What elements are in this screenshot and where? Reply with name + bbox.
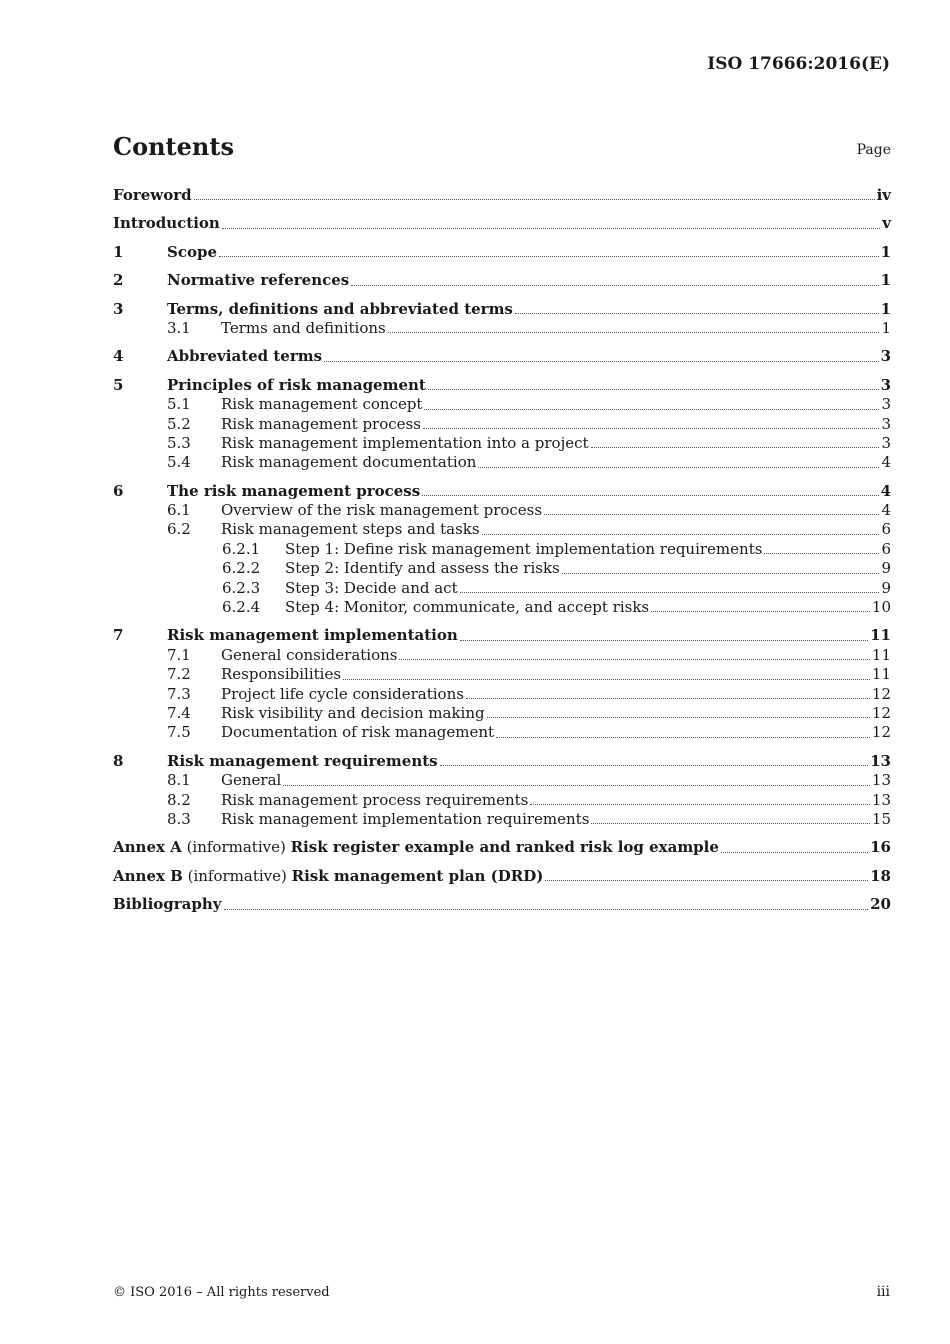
toc-entry[interactable] — [113, 243, 891, 262]
dot-leader — [562, 572, 880, 574]
toc-entry-page: 1 — [880, 271, 891, 290]
toc-entry-title: The risk management process — [167, 481, 421, 500]
toc-entry-label — [167, 300, 513, 319]
toc-entry[interactable] — [113, 540, 891, 559]
toc-entry-label — [113, 895, 222, 914]
toc-entry-label — [221, 520, 480, 539]
toc-entry-title: Risk management implementation — [167, 626, 458, 645]
toc-entry-number: 8.3 — [167, 809, 191, 828]
toc-entry-number: 7.5 — [167, 723, 191, 742]
toc-entry-title: Bibliography — [113, 895, 222, 914]
toc-entry-subtitle: Risk register example and ranked risk log example — [290, 838, 719, 857]
toc-entry-note: (informative) — [182, 866, 292, 885]
toc-entry[interactable] — [113, 520, 891, 539]
toc-entry-label — [221, 771, 281, 790]
toc-entry-label — [221, 810, 589, 829]
dot-leader — [224, 908, 869, 910]
dot-leader — [460, 639, 868, 641]
toc-entry-title: Risk management concept — [221, 395, 423, 414]
toc-entry-page: 1 — [880, 299, 891, 318]
toc-entry-number: 4 — [113, 347, 124, 366]
toc-entry-page: 4 — [880, 481, 891, 500]
toc-entry-label — [113, 838, 719, 857]
toc-entry-page: 1 — [881, 318, 891, 337]
dot-leader — [194, 198, 875, 200]
toc-entry-number: 6.2.4 — [222, 598, 261, 617]
toc-entry-number: 7.2 — [167, 665, 191, 684]
toc-entry-label — [221, 319, 386, 338]
toc-entry-title: General considerations — [221, 645, 398, 664]
dot-leader — [422, 494, 878, 496]
toc-entry-page: 15 — [871, 809, 891, 828]
toc-entry-page: 11 — [870, 626, 891, 645]
toc-entry-title: Abbreviated terms — [167, 347, 323, 366]
toc-entry[interactable] — [113, 186, 891, 205]
toc-entry[interactable] — [113, 867, 891, 886]
toc-entry[interactable] — [113, 579, 891, 598]
dot-leader — [515, 312, 879, 314]
toc-entry-title: Annex A — [113, 838, 182, 857]
toc-entry-title: Risk management documentation — [221, 453, 477, 472]
toc-entry-title: Responsibilities — [221, 665, 342, 684]
page-column-label: Page — [856, 142, 891, 158]
toc-entry-number: 6.1 — [167, 501, 191, 520]
toc-entry[interactable] — [113, 482, 891, 501]
toc-entry-number: 5.1 — [167, 395, 191, 414]
toc-entry-number: 3.1 — [167, 318, 191, 337]
toc-entry-title: Risk visibility and decision making — [221, 703, 485, 722]
toc-entry-number: 5.4 — [167, 453, 191, 472]
toc-entry[interactable] — [113, 723, 891, 742]
toc-entry[interactable] — [113, 453, 891, 472]
toc-entry[interactable] — [113, 771, 891, 790]
toc-entry-page: 12 — [871, 723, 891, 742]
toc-entry-label — [167, 482, 420, 501]
toc-entry-number: 8 — [113, 751, 124, 770]
toc-entry-title: Step 2: Identify and assess the risks — [285, 559, 560, 578]
toc-entry[interactable] — [113, 646, 891, 665]
toc-entry-page: 20 — [870, 895, 891, 914]
toc-entry-label — [221, 704, 485, 723]
toc-entry-label — [221, 723, 494, 742]
toc-entry-label — [221, 665, 341, 684]
dot-leader — [388, 331, 880, 333]
dot-leader — [466, 697, 870, 699]
toc-entry-label — [221, 434, 589, 453]
toc-entry-title: Step 4: Monitor, communicate, and accept risks — [285, 598, 650, 617]
toc-entry[interactable] — [113, 791, 891, 810]
toc-entry-number: 7.3 — [167, 684, 191, 703]
toc-entry-label — [221, 453, 476, 472]
toc-entry-number: 6.2 — [167, 520, 191, 539]
toc-entry-page: 13 — [871, 790, 891, 809]
toc-entry[interactable] — [113, 415, 891, 434]
toc-entry-page: 4 — [881, 501, 891, 520]
toc-entry-page: 16 — [870, 838, 891, 857]
toc-entry-title: Annex B — [113, 866, 183, 885]
dot-leader — [324, 360, 878, 362]
toc-entry-page: 3 — [881, 395, 891, 414]
toc-entry-page: 1 — [880, 242, 891, 261]
toc-entry[interactable] — [113, 810, 891, 829]
toc-entry-number: 2 — [113, 271, 124, 290]
toc-entry-page: 9 — [881, 578, 891, 597]
dot-leader — [423, 427, 880, 429]
toc-entry-label — [221, 791, 528, 810]
toc-entry-label — [113, 186, 192, 205]
standard-id: ISO 17666:2016(E) — [707, 54, 890, 74]
toc-entry-page: iv — [876, 186, 891, 204]
toc-entry-title: Risk management steps and tasks — [221, 520, 480, 539]
toc-entry-label — [285, 579, 458, 598]
dot-leader — [460, 591, 880, 593]
toc-entry-number: 5.3 — [167, 433, 191, 452]
toc-entry-page: 11 — [871, 665, 891, 684]
toc-entry-label — [285, 598, 649, 617]
dot-leader — [591, 446, 880, 448]
toc-entry-number: 8.2 — [167, 790, 191, 809]
toc-entry-number: 1 — [113, 242, 124, 261]
toc-entry-label — [167, 376, 426, 395]
toc-entry-number: 6.2.3 — [222, 578, 261, 597]
toc-entry-title: Documentation of risk management — [221, 723, 495, 742]
toc-entry-title: Foreword — [113, 186, 192, 204]
toc-entry-title: Risk management implementation into a project — [221, 433, 589, 452]
toc-entry-title: Normative references — [167, 271, 350, 290]
toc-entry[interactable] — [113, 214, 891, 233]
toc-entry-number: 7.4 — [167, 703, 191, 722]
toc-entry-title: Principles of risk management — [167, 375, 426, 394]
dot-leader — [219, 255, 879, 257]
toc-entry-title: Risk management process — [221, 414, 421, 433]
toc-entry[interactable] — [113, 347, 891, 366]
toc-entry-page: 11 — [871, 645, 891, 664]
toc-entry-number: 5.2 — [167, 414, 191, 433]
toc-entry-page: 13 — [870, 751, 891, 770]
dot-leader — [343, 678, 870, 680]
contents-title: Contents — [113, 132, 234, 161]
toc-entry-number: 7 — [113, 626, 124, 645]
toc-entry[interactable] — [113, 395, 891, 414]
toc-entry-label — [221, 685, 464, 704]
toc-entry[interactable] — [113, 559, 891, 578]
toc-entry[interactable] — [113, 376, 891, 395]
toc-entry-label — [221, 415, 421, 434]
toc-entry-subtitle: Risk management plan (DRD) — [291, 866, 544, 885]
dot-leader — [496, 736, 870, 738]
toc-entry-number: 7.1 — [167, 645, 191, 664]
dot-leader — [764, 552, 879, 554]
dot-leader — [424, 408, 879, 410]
toc-entry-title: Step 1: Define risk management implementation requirements — [285, 539, 763, 558]
toc-entry[interactable] — [113, 704, 891, 723]
dot-leader — [351, 284, 878, 286]
toc-entry-title: General — [221, 771, 282, 790]
toc-entry-title: Step 3: Decide and act — [285, 578, 458, 597]
dot-leader — [545, 879, 868, 881]
toc-entry-number: 6.2.1 — [222, 539, 261, 558]
toc-entry-page: 12 — [871, 684, 891, 703]
page-number: iii — [876, 1284, 890, 1300]
toc-entry-page: 3 — [881, 414, 891, 433]
dot-leader — [482, 533, 880, 535]
toc-entry-label — [113, 867, 543, 886]
toc-entry[interactable] — [113, 300, 891, 319]
toc-entry-label — [167, 243, 217, 262]
toc-entry-page: v — [882, 214, 891, 233]
toc-entry-page: 12 — [871, 703, 891, 722]
toc-entry[interactable] — [113, 752, 891, 771]
toc-entry-title: Risk management requirements — [167, 751, 438, 770]
toc-entry[interactable] — [113, 685, 891, 704]
toc-entry[interactable] — [113, 665, 891, 684]
toc-entry-number: 8.1 — [167, 771, 191, 790]
toc-entry-label — [221, 646, 397, 665]
toc-entry-page: 6 — [881, 520, 891, 539]
toc-entry-title: Risk management process requirements — [221, 790, 529, 809]
toc-entry-label — [167, 347, 322, 366]
toc-entry-page: 13 — [871, 771, 891, 790]
dot-leader — [651, 610, 870, 612]
dot-leader — [399, 658, 869, 660]
toc-entry[interactable] — [113, 501, 891, 520]
toc-entry-number: 6 — [113, 481, 124, 500]
table-of-contents — [113, 186, 891, 915]
toc-entry-title: Scope — [167, 242, 218, 261]
toc-entry-number: 5 — [113, 375, 124, 394]
toc-entry-page: 9 — [881, 559, 891, 578]
toc-entry-page: 3 — [880, 347, 891, 366]
toc-entry-page: 10 — [871, 598, 891, 617]
toc-entry-title: Terms and definitions — [221, 318, 386, 337]
toc-entry-page: 3 — [881, 433, 891, 452]
toc-entry[interactable] — [113, 838, 891, 857]
dot-leader — [428, 388, 879, 390]
dot-leader — [721, 851, 868, 853]
dot-leader — [283, 784, 870, 786]
toc-entry[interactable] — [113, 434, 891, 453]
toc-entry-label — [167, 271, 349, 290]
toc-entry-title: Project life cycle considerations — [221, 684, 464, 703]
toc-entry-page: 18 — [870, 866, 891, 885]
toc-entry-label — [285, 559, 560, 578]
toc-entry-page: 6 — [881, 539, 891, 558]
toc-entry-title: Terms, definitions and abbreviated terms — [167, 299, 513, 318]
toc-entry-title: Risk management implementation requirements — [221, 809, 590, 828]
toc-entry-number: 3 — [113, 299, 124, 318]
toc-entry[interactable] — [113, 271, 891, 290]
toc-entry[interactable] — [113, 598, 891, 617]
dot-leader — [544, 513, 879, 515]
toc-entry-title: Overview of the risk management process — [221, 501, 543, 520]
toc-entry-label — [167, 626, 458, 645]
toc-entry-note: (informative) — [181, 838, 291, 857]
dot-leader — [487, 716, 870, 718]
toc-entry-label — [221, 501, 542, 520]
toc-entry-label — [113, 214, 220, 233]
toc-entry[interactable] — [113, 319, 891, 338]
copyright-notice: © ISO 2016 – All rights reserved — [113, 1285, 330, 1300]
toc-entry[interactable] — [113, 626, 891, 645]
toc-entry-page: 3 — [880, 375, 891, 394]
toc-entry-number: 6.2.2 — [222, 559, 261, 578]
dot-leader — [440, 764, 869, 766]
dot-leader — [530, 803, 870, 805]
toc-entry-label — [167, 752, 438, 771]
toc-entry-label — [221, 395, 422, 414]
toc-entry-label — [285, 540, 762, 559]
dot-leader — [222, 227, 880, 229]
dot-leader — [591, 822, 869, 824]
toc-entry-page: 4 — [881, 453, 891, 472]
toc-entry-title: Introduction — [113, 214, 220, 233]
toc-entry[interactable] — [113, 895, 891, 914]
dot-leader — [478, 466, 879, 468]
